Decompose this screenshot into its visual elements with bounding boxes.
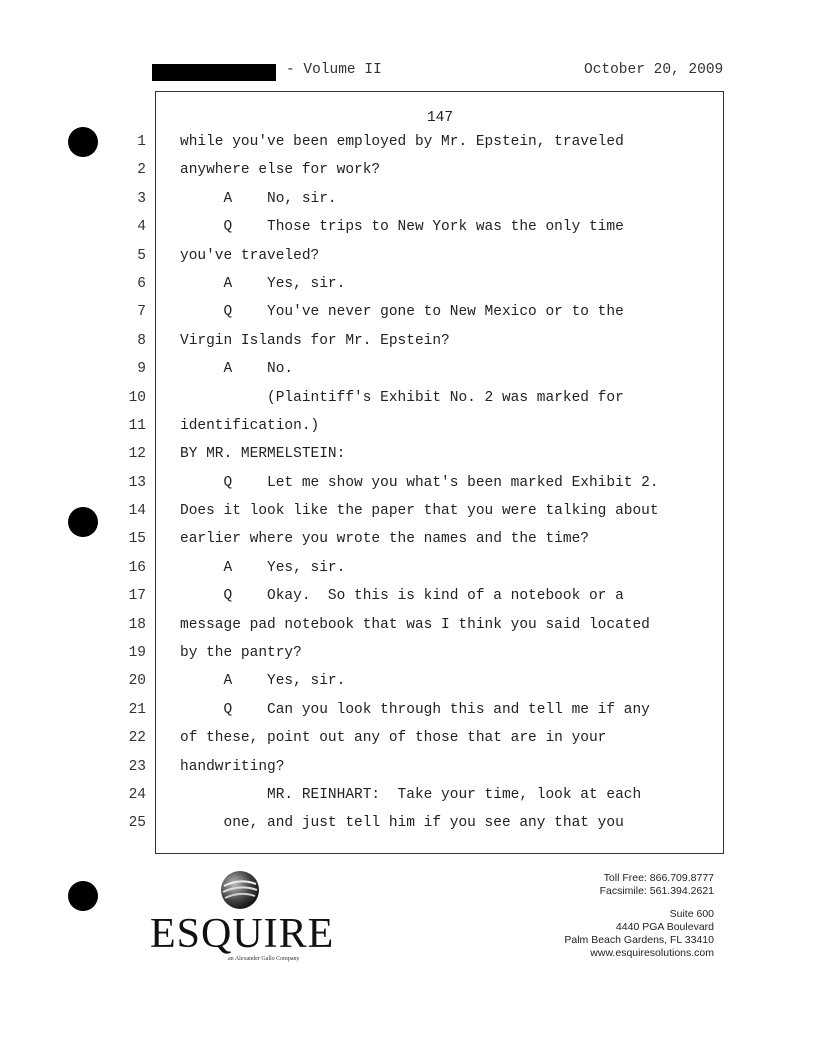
line-text: earlier where you wrote the names and the time?	[180, 531, 589, 548]
line-number: 15	[128, 531, 146, 548]
line-text: A Yes, sir.	[180, 275, 346, 292]
transcript-line	[110, 384, 710, 412]
transcript-line	[110, 611, 710, 639]
line-text: identification.)	[180, 417, 320, 434]
line-text: A Yes, sir.	[180, 559, 346, 576]
brand-name: ESQUIRE	[150, 911, 335, 957]
line-number: 21	[128, 701, 146, 718]
line-text: anywhere else for work?	[180, 162, 381, 179]
line-text: Q You've never gone to New Mexico or to the	[180, 304, 624, 321]
brand-tagline: an Alexander Gallo Company	[228, 956, 300, 962]
line-number: 16	[128, 559, 146, 576]
esquire-logo	[150, 866, 335, 966]
transcript-line	[110, 242, 710, 270]
transcript-line	[110, 185, 710, 213]
line-number: 7	[137, 304, 146, 321]
line-number: 5	[137, 247, 146, 264]
line-number: 23	[128, 758, 146, 775]
line-number: 2	[137, 162, 146, 179]
line-number: 22	[128, 730, 146, 747]
globe-icon	[220, 870, 260, 910]
line-number: 6	[137, 275, 146, 292]
website-link[interactable]: www.esquiresolutions.com	[590, 947, 714, 959]
facsimile: Facsimile: 561.394.2621	[599, 885, 714, 897]
transcript-line	[110, 469, 710, 497]
line-text: Q Can you look through this and tell me if any	[180, 701, 650, 718]
transcript-line	[110, 696, 710, 724]
line-text: A Yes, sir.	[180, 673, 346, 690]
punch-hole-bottom	[68, 881, 98, 911]
line-number: 3	[137, 190, 146, 207]
city-state-zip: Palm Beach Gardens, FL 33410	[564, 934, 714, 946]
street-address: 4440 PGA Boulevard	[615, 921, 714, 933]
transcript-line	[110, 639, 710, 667]
line-text: MR. REINHART: Take your time, look at each	[180, 786, 642, 803]
line-text: you've traveled?	[180, 247, 320, 264]
line-number: 8	[137, 332, 146, 349]
transcript-line	[110, 270, 710, 298]
transcript-line	[110, 156, 710, 184]
redaction-bar	[152, 64, 276, 81]
line-number: 19	[128, 645, 146, 662]
line-number: 10	[128, 389, 146, 406]
transcript-line	[110, 809, 710, 837]
line-text: Virgin Islands for Mr. Epstein?	[180, 332, 450, 349]
line-text: of these, point out any of those that are in your	[180, 730, 607, 747]
page-number: 147	[426, 110, 454, 126]
transcript-line	[110, 213, 710, 241]
transcript-date: October 20, 2009	[584, 62, 724, 78]
line-number: 11	[128, 417, 146, 434]
line-number: 20	[128, 673, 146, 690]
transcript-line	[110, 781, 710, 809]
line-number: 24	[128, 786, 146, 803]
transcript-line	[110, 128, 710, 156]
contact-block	[564, 872, 714, 960]
line-number: 14	[128, 503, 146, 520]
punch-hole-middle	[68, 507, 98, 537]
line-text: A No.	[180, 361, 294, 378]
line-text: BY MR. MERMELSTEIN:	[180, 446, 346, 463]
line-text: one, and just tell him if you see any that you	[180, 815, 624, 832]
line-number: 25	[128, 815, 146, 832]
transcript-line	[110, 753, 710, 781]
transcript-line	[110, 355, 710, 383]
volume-label: - Volume II	[286, 62, 382, 78]
transcript-line	[110, 724, 710, 752]
line-number: 4	[137, 219, 146, 236]
line-text: Q Those trips to New York was the only time	[180, 219, 624, 236]
line-number: 17	[128, 588, 146, 605]
line-number: 1	[137, 134, 146, 150]
line-text: by the pantry?	[180, 645, 302, 662]
transcript-line	[110, 525, 710, 553]
line-text: message pad notebook that was I think you said located	[180, 616, 650, 633]
line-text: handwriting?	[180, 758, 285, 775]
transcript-line	[110, 440, 710, 468]
line-text: while you've been employed by Mr. Epstein, traveled	[180, 134, 624, 150]
transcript-line	[110, 412, 710, 440]
suite: Suite 600	[669, 908, 714, 920]
toll-free: Toll Free: 866.709.8777	[603, 872, 714, 884]
line-text: Q Let me show you what's been marked Exhibit 2.	[180, 474, 659, 491]
line-number: 9	[137, 361, 146, 378]
line-number: 18	[128, 616, 146, 633]
transcript-line	[110, 298, 710, 326]
line-text: A No, sir.	[180, 190, 337, 207]
transcript-lines	[110, 128, 710, 838]
line-text: Does it look like the paper that you were talking about	[180, 503, 659, 520]
line-number: 12	[128, 446, 146, 463]
transcript-line	[110, 554, 710, 582]
punch-hole-top	[68, 127, 98, 157]
line-number: 13	[128, 474, 146, 491]
line-text: (Plaintiff's Exhibit No. 2 was marked for	[180, 389, 624, 406]
transcript-line	[110, 327, 710, 355]
transcript-line	[110, 582, 710, 610]
line-text: Q Okay. So this is kind of a notebook or a	[180, 588, 624, 605]
transcript-line	[110, 497, 710, 525]
transcript-line	[110, 667, 710, 695]
